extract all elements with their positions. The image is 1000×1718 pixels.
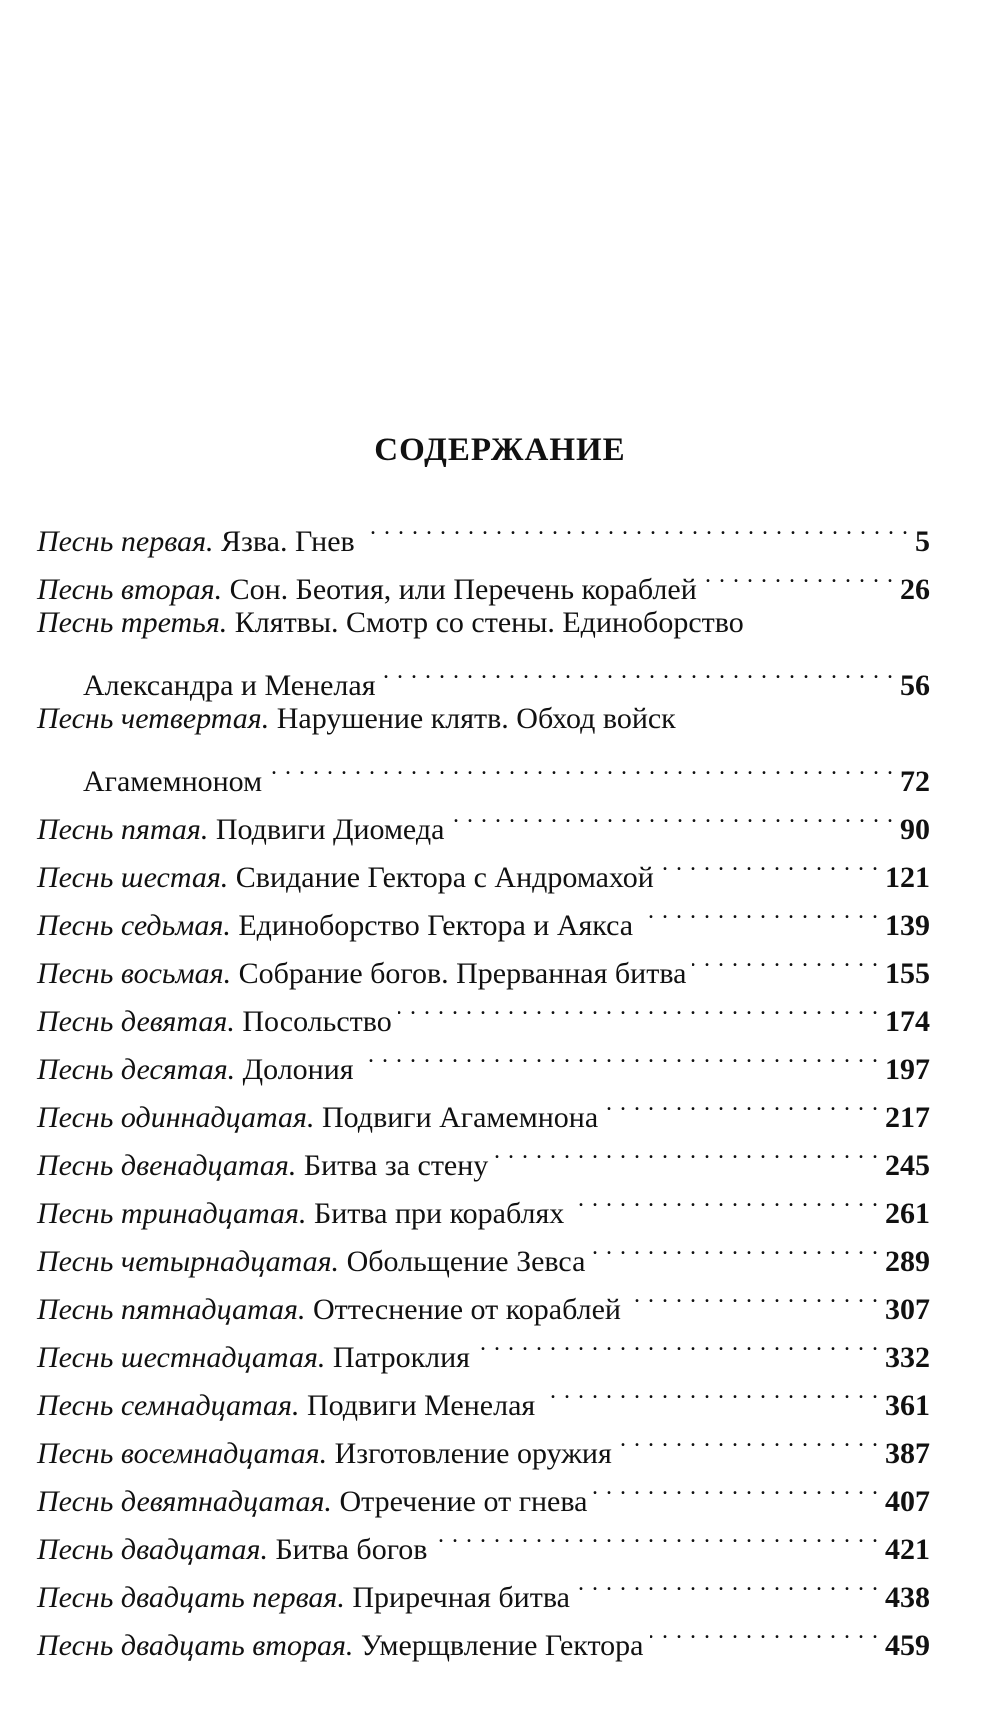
canto-name: Песнь шестая. bbox=[37, 861, 229, 894]
page-number: 174 bbox=[885, 1005, 930, 1038]
page-number: 121 bbox=[885, 861, 930, 894]
page-number: 387 bbox=[885, 1437, 930, 1470]
canto-title: Свидание Гектора с Андромахой bbox=[235, 861, 654, 894]
canto-title: Подвиги Агамемнона bbox=[322, 1101, 599, 1134]
page-number: 361 bbox=[885, 1389, 930, 1422]
canto-title: Битва богов bbox=[275, 1533, 428, 1566]
separator-space bbox=[231, 902, 239, 950]
separator-space bbox=[315, 1094, 323, 1142]
dot-leader bbox=[494, 1127, 879, 1175]
canto-name: Песнь двадцать первая. bbox=[37, 1581, 345, 1614]
canto-title: Посольство bbox=[242, 1005, 392, 1038]
separator-space bbox=[235, 1046, 243, 1094]
dot-leader bbox=[591, 1223, 879, 1271]
separator-space bbox=[327, 1430, 335, 1478]
dot-leader bbox=[576, 1559, 879, 1607]
separator-space bbox=[296, 1142, 304, 1190]
dot-leader bbox=[450, 791, 894, 839]
page-number: 261 bbox=[885, 1197, 930, 1230]
table-of-contents bbox=[37, 503, 930, 1662]
page-number: 459 bbox=[885, 1629, 930, 1662]
separator-space bbox=[269, 695, 277, 743]
canto-title: Клятвы. Смотр со стены. Единоборство bbox=[234, 606, 744, 639]
canto-name: Песнь двадцатая. bbox=[37, 1533, 268, 1566]
page-number: 245 bbox=[885, 1149, 930, 1182]
canto-title: Умерщвление Гектора bbox=[360, 1629, 644, 1662]
separator-space bbox=[235, 998, 243, 1046]
canto-name: Песнь вторая. bbox=[37, 573, 223, 606]
dot-leader bbox=[541, 1367, 879, 1415]
dot-leader bbox=[433, 1511, 879, 1559]
dot-leader bbox=[650, 1607, 880, 1655]
separator-space bbox=[325, 1334, 333, 1382]
separator-space bbox=[231, 950, 239, 998]
canto-name: Песнь восьмая. bbox=[37, 957, 232, 990]
page-number: 307 bbox=[885, 1293, 930, 1326]
dot-leader bbox=[618, 1415, 879, 1463]
page-number: 217 bbox=[885, 1101, 930, 1134]
page-number: 5 bbox=[915, 525, 930, 558]
canto-name: Песнь пятая. bbox=[37, 813, 209, 846]
canto-title: Изготовление оружия bbox=[334, 1437, 612, 1470]
canto-title: Собрание богов. Прерванная битва bbox=[238, 957, 687, 990]
toc-entry-line bbox=[37, 647, 930, 702]
page-number: 155 bbox=[885, 957, 930, 990]
separator-space bbox=[332, 1478, 340, 1526]
canto-title: Агамемноном bbox=[83, 765, 263, 798]
canto-title: Приречная битва bbox=[352, 1581, 570, 1614]
toc-title: СОДЕРЖАНИЕ bbox=[374, 432, 626, 468]
canto-name: Песнь четвертая. bbox=[37, 702, 270, 735]
canto-name: Песнь третья. bbox=[37, 606, 228, 639]
canto-title: Сон. Беотия, или Перечень кораблей bbox=[229, 573, 697, 606]
canto-title: Патроклия bbox=[332, 1341, 470, 1374]
canto-name: Песнь двенадцатая. bbox=[37, 1149, 297, 1182]
page-number: 289 bbox=[885, 1245, 930, 1278]
page-number: 438 bbox=[885, 1581, 930, 1614]
dot-leader bbox=[268, 743, 894, 791]
toc-entry[interactable] bbox=[37, 599, 930, 702]
separator-space bbox=[268, 1526, 276, 1574]
canto-name: Песнь восемнадцатая. bbox=[37, 1437, 328, 1470]
dot-leader bbox=[692, 935, 879, 983]
page-number: 26 bbox=[900, 573, 930, 606]
separator-space bbox=[208, 806, 216, 854]
canto-title: Нарушение клятв. Обход войск bbox=[276, 702, 676, 735]
canto-title: Битва при кораблях bbox=[314, 1197, 565, 1230]
canto-name: Песнь пятнадцатая. bbox=[37, 1293, 306, 1326]
dot-leader bbox=[382, 647, 894, 695]
separator-space bbox=[227, 599, 235, 647]
dot-leader bbox=[639, 887, 879, 935]
toc-entry-line bbox=[37, 599, 930, 647]
canto-name: Песнь первая. bbox=[37, 525, 214, 558]
dot-leader bbox=[627, 1271, 879, 1319]
canto-name: Песнь семнадцатая. bbox=[37, 1389, 300, 1422]
canto-name: Песнь двадцать вторая. bbox=[37, 1629, 354, 1662]
dot-leader bbox=[476, 1319, 879, 1367]
page-number: 421 bbox=[885, 1533, 930, 1566]
page-number: 139 bbox=[885, 909, 930, 942]
toc-entry-line bbox=[37, 503, 930, 558]
separator-space bbox=[345, 1574, 353, 1622]
separator-space bbox=[339, 1238, 347, 1286]
dot-leader bbox=[398, 983, 879, 1031]
canto-name: Песнь одиннадцатая. bbox=[37, 1101, 315, 1134]
page-number: 72 bbox=[900, 765, 930, 798]
canto-title: Александра и Менелая bbox=[83, 669, 376, 702]
dot-leader bbox=[361, 503, 909, 551]
dot-leader bbox=[660, 839, 879, 887]
canto-name: Песнь тринадцатая. bbox=[37, 1197, 307, 1230]
canto-title: Долония bbox=[242, 1053, 354, 1086]
toc-entry[interactable] bbox=[37, 503, 930, 558]
canto-name: Песнь девятая. bbox=[37, 1005, 235, 1038]
canto-name: Песнь десятая. bbox=[37, 1053, 236, 1086]
canto-title: Единоборство Гектора и Аякса bbox=[238, 909, 634, 942]
canto-name: Песнь четырнадцатая. bbox=[37, 1245, 340, 1278]
canto-title: Отречение от гнева bbox=[339, 1485, 588, 1518]
toc-entry-line bbox=[37, 743, 930, 798]
canto-title: Обольщение Зевса bbox=[346, 1245, 586, 1278]
dot-leader bbox=[570, 1175, 879, 1223]
canto-title: Язва. Гнев bbox=[221, 525, 355, 558]
canto-title: Битва за стену bbox=[303, 1149, 489, 1182]
canto-name: Песнь шестнадцатая. bbox=[37, 1341, 326, 1374]
page-number: 56 bbox=[900, 669, 930, 702]
page-number: 332 bbox=[885, 1341, 930, 1374]
canto-title: Оттеснение от кораблей bbox=[312, 1293, 621, 1326]
canto-title: Подвиги Диомеда bbox=[215, 813, 445, 846]
toc-entry-line bbox=[37, 695, 930, 743]
page-number: 407 bbox=[885, 1485, 930, 1518]
canto-name: Песнь седьмая. bbox=[37, 909, 231, 942]
separator-space bbox=[214, 518, 222, 566]
dot-leader bbox=[360, 1031, 879, 1079]
canto-name: Песнь девятнадцатая. bbox=[37, 1485, 332, 1518]
separator-space bbox=[299, 1382, 307, 1430]
dot-leader bbox=[703, 551, 894, 599]
separator-space bbox=[353, 1622, 361, 1670]
toc-entry[interactable] bbox=[37, 695, 930, 798]
separator-space bbox=[228, 854, 236, 902]
separator-space bbox=[307, 1190, 315, 1238]
page-number: 90 bbox=[900, 813, 930, 846]
canto-title: Подвиги Менелая bbox=[306, 1389, 536, 1422]
page-number: 197 bbox=[885, 1053, 930, 1086]
dot-leader bbox=[593, 1463, 879, 1511]
dot-leader bbox=[604, 1079, 879, 1127]
separator-space bbox=[305, 1286, 313, 1334]
